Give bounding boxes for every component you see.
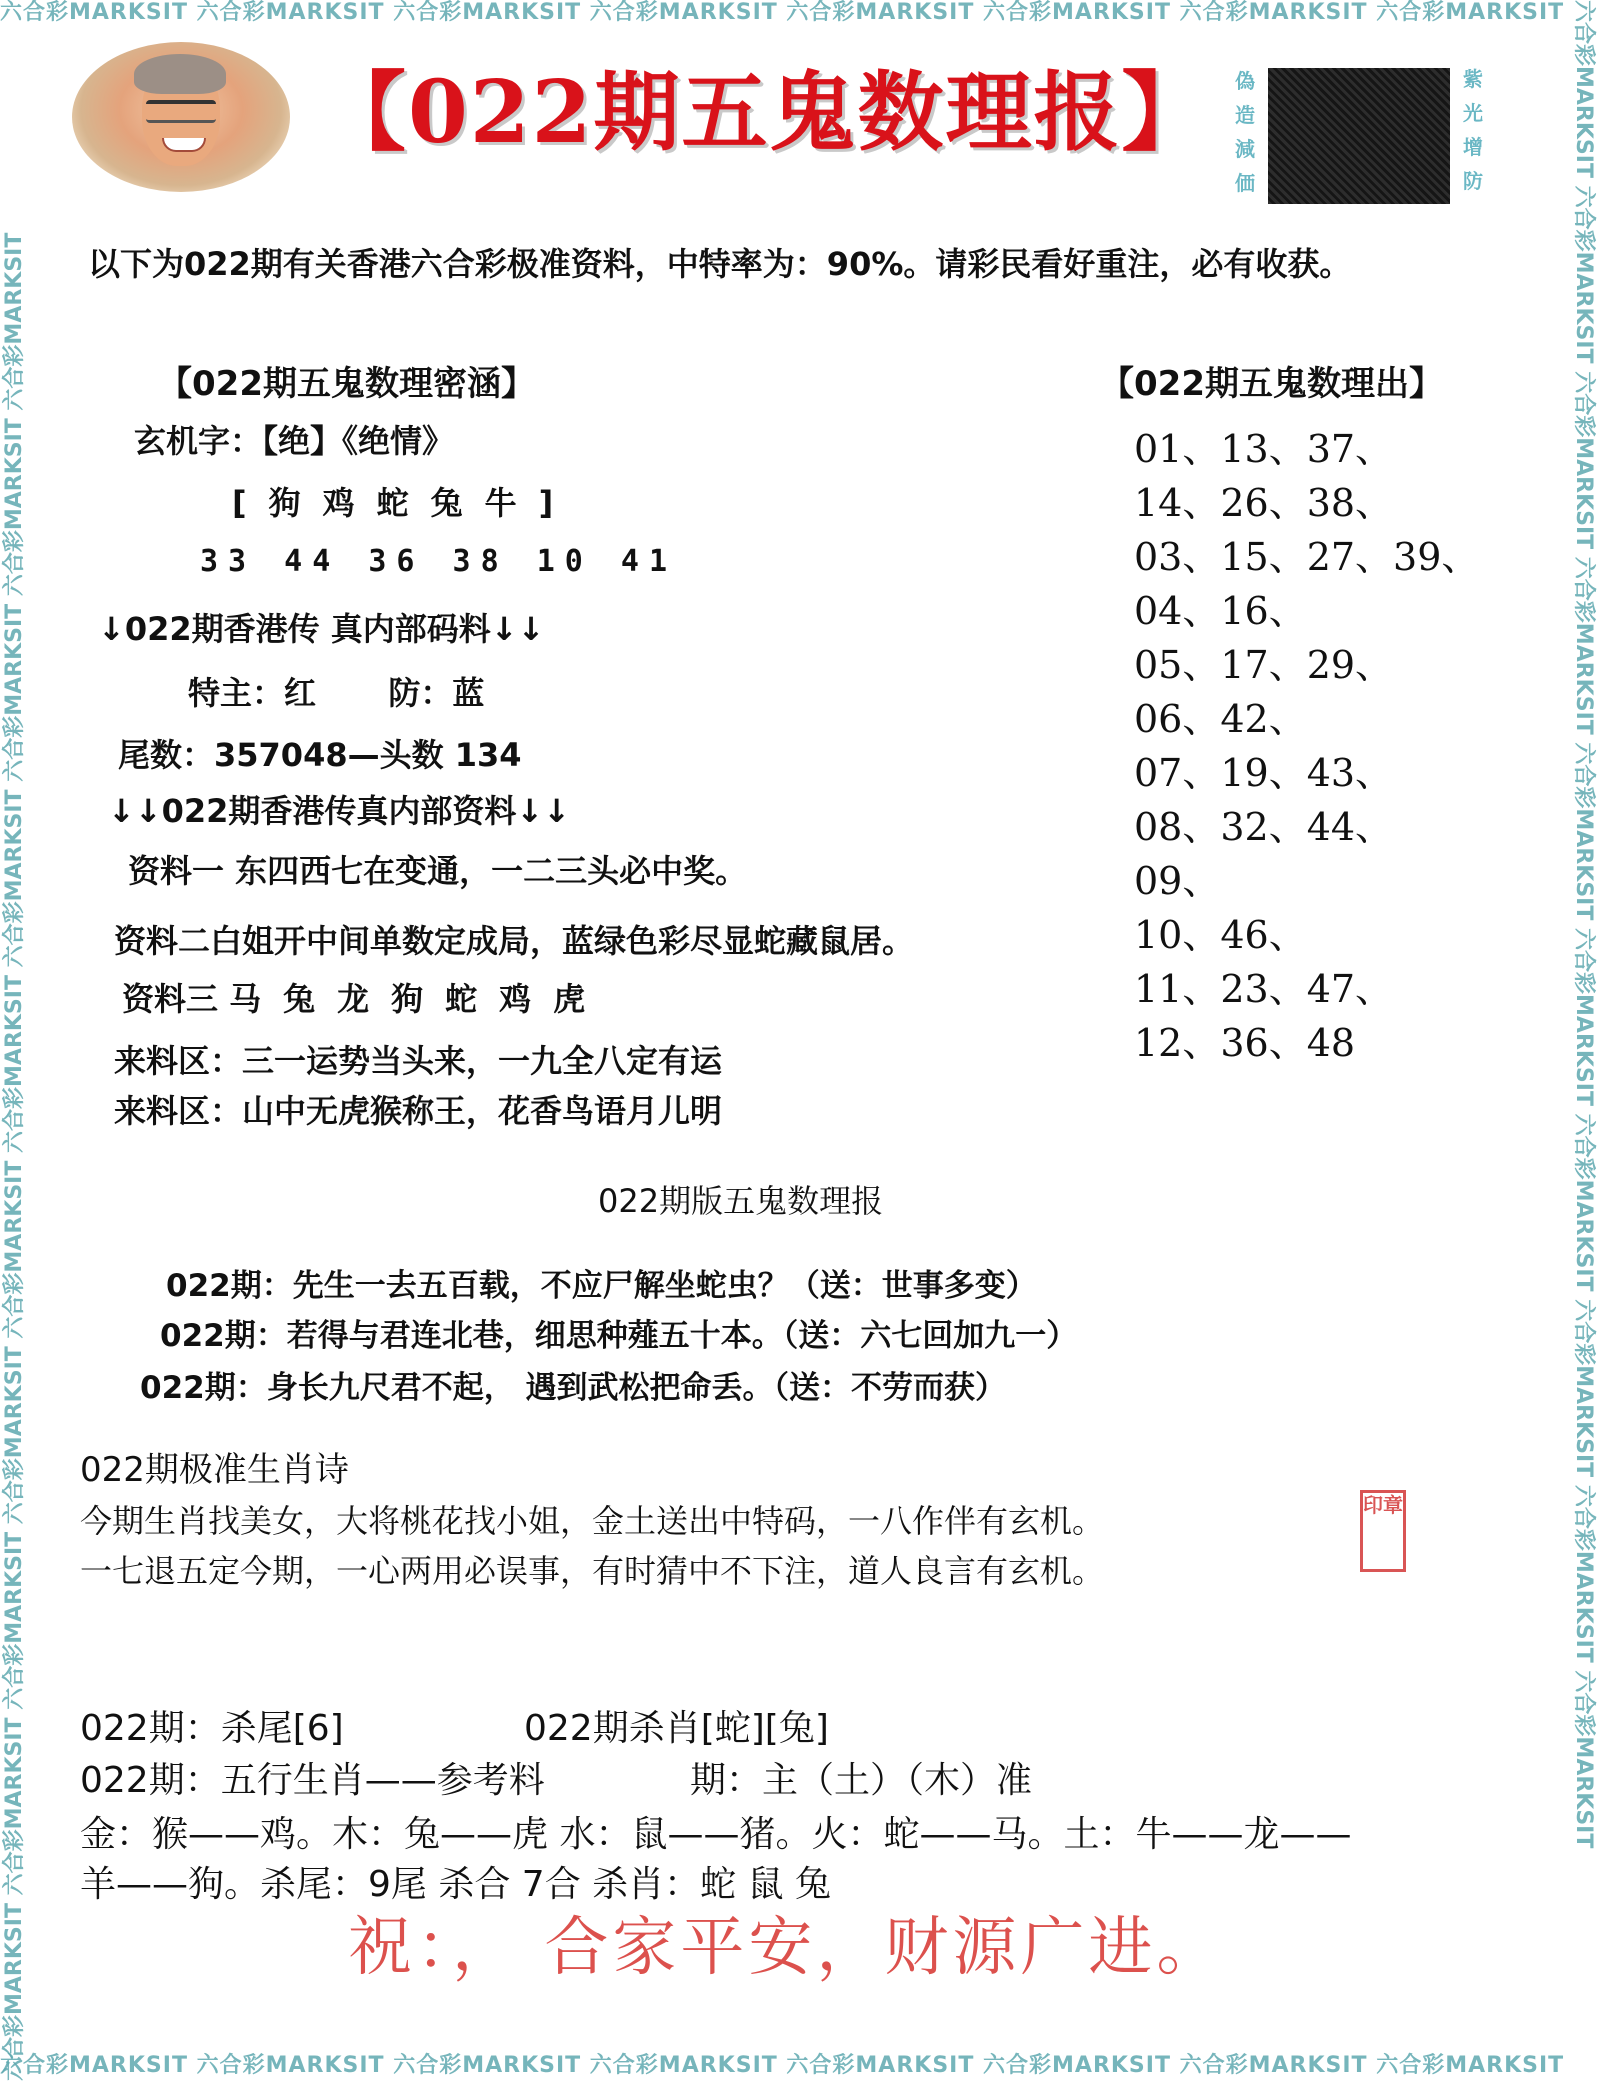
page-title: 【022期五鬼数理报】	[320, 62, 1210, 163]
left-section-heading: 【022期五鬼数理密涵】	[158, 364, 535, 404]
laiyao-2: 来料区：山中无虎猴称王，花香鸟语月儿明	[114, 1092, 723, 1130]
fax-heading-1: ↓022期香港传 真内部码料↓↓	[98, 610, 545, 648]
xuanji-value: 【绝】《绝情》	[262, 422, 455, 460]
watermark-left	[0, 0, 30, 2081]
xuanji-row	[134, 416, 454, 462]
number-row: 12、36、48	[1134, 1021, 1356, 1065]
right-section-heading: 【022期五鬼数理出】	[1100, 364, 1443, 404]
ziliao-3-label: 资料三	[122, 980, 219, 1018]
wuxing-line: 羊——狗。杀尾：9尾 杀合 7合 杀肖：蛇 鼠 兔	[80, 1864, 832, 1905]
zodiac-bracket: [狗鸡蛇兔牛]	[232, 484, 576, 522]
poem-title: 022期极准生肖诗	[80, 1450, 349, 1490]
number-row: 07、19、43、	[1134, 751, 1394, 795]
number-row: 04、16、	[1134, 589, 1307, 633]
kill-zodiac: 022期杀肖[蛇][兔]	[524, 1708, 829, 1749]
poem-line: 今期生肖找美女，大将桃花找小姐，金土送出中特码，一八作伴有玄机。	[80, 1502, 1105, 1540]
portrait-hair	[134, 54, 226, 94]
intro-text: 以下为022期有关香港六合彩极准资料，中特率为：90%。请彩民看好重注，必有收获。	[88, 245, 1352, 283]
watermark-left-text: 六合彩MARKSIT 六合彩MARKSIT 六合彩MARKSIT 六合彩MARKSIT 六合彩MARKSIT 六合彩MARKSIT 六合彩MARKSIT 六合彩MARKSIT 六合彩MARKSIT 六合彩MARKSIT	[2, 232, 27, 2081]
weishu-row: 尾数：357048—头数 134	[118, 736, 522, 774]
tezhu-label: 特主：	[188, 674, 285, 712]
number-row: 05、17、29、	[1134, 643, 1394, 687]
wuxing-label: 022期：五行生肖——参考料	[80, 1760, 545, 1801]
number-row: 06、42、	[1134, 697, 1307, 741]
number-row: 01、13、37、	[1134, 427, 1394, 471]
number-row: 11、23、47、	[1134, 967, 1394, 1011]
fang-label: 防：	[388, 674, 453, 712]
number-row: 03、15、27、39、	[1134, 535, 1480, 579]
watermark-top: 六合彩MARKSIT 六合彩MARKSIT 六合彩MARKSIT 六合彩MARKSIT 六合彩MARKSIT 六合彩MARKSIT 六合彩MARKSIT 六合彩MARKSIT	[0, 0, 1565, 25]
ziliao-3-value: 马兔龙狗蛇鸡虎	[229, 980, 608, 1018]
ziliao-2: 资料二白姐开中间单数定成局，蓝绿色彩尽显蛇藏鼠居。	[114, 922, 915, 960]
version-title: 022期版五鬼数理报	[598, 1182, 884, 1220]
watermark-right	[1568, 0, 1598, 2081]
wuxing-line: 金：猴——鸡。木：兔——虎 水：鼠——猪。火：蛇——马。土：牛——龙——	[80, 1814, 1352, 1855]
number-row: 09、	[1134, 859, 1221, 903]
portrait-image	[72, 42, 290, 192]
tezhu-value: 红	[284, 674, 317, 712]
number-row: 10、46、	[1134, 913, 1307, 957]
blessing-text: 祝：， 合家平安，财源广进。	[348, 1911, 1225, 1985]
ziliao-1: 资料一 东四西七在变通，一二三头必中奖。	[128, 852, 748, 890]
anti-counterfeit-label-left: 偽造減価	[1235, 69, 1255, 195]
xuanji-label: 玄机字：	[134, 422, 263, 460]
poem-line: 一七退五定今期，一心两用必误事，有时猜中不下注，道人良言有玄机。	[80, 1552, 1105, 1590]
kill-tail: 022期：杀尾[6]	[80, 1708, 344, 1749]
anti-counterfeit-label-right: 紫光增防	[1463, 67, 1483, 193]
tezhu-row	[188, 668, 484, 714]
laiyao-1: 来料区：三一运势当头来，一九全八定有运	[114, 1042, 723, 1080]
number-row: 08、32、44、	[1134, 805, 1394, 849]
watermark-bottom: 六合彩MARKSIT 六合彩MARKSIT 六合彩MARKSIT 六合彩MARKSIT 六合彩MARKSIT 六合彩MARKSIT 六合彩MARKSIT 六合彩MARKSIT	[0, 2053, 1565, 2078]
portrait-glasses	[146, 100, 216, 123]
number-list	[1134, 422, 1554, 1070]
riddle-line: 022期：身长九尺君不起， 遇到武松把命丢。（送：不劳而获）	[140, 1370, 1006, 1406]
riddle-line: 022期：先生一去五百载，不应尸解坐蛇虫？（送：世事多变）	[166, 1268, 1037, 1304]
fang-value: 蓝	[452, 674, 485, 712]
red-seal-stamp: 印章	[1360, 1490, 1406, 1572]
anti-counterfeit-seal	[1268, 68, 1450, 204]
fax-heading-2: ↓↓022期香港传真内部资料↓↓	[108, 792, 571, 830]
riddle-line: 022期：若得与君连北巷，细思种薤五十本。（送：六七回加九一）	[160, 1318, 1078, 1354]
number-row: 14、26、38、	[1134, 481, 1394, 525]
watermark-right-text: 六合彩MARKSIT 六合彩MARKSIT 六合彩MARKSIT 六合彩MARKSIT 六合彩MARKSIT 六合彩MARKSIT 六合彩MARKSIT 六合彩MARKSIT 六合彩MARKSIT 六合彩MARKSIT	[1571, 0, 1596, 1849]
ziliao-3-row	[122, 974, 607, 1020]
zodiac-numbers: 33 44 36 38 10 41	[200, 544, 678, 579]
wuxing-main: 期：主（土）（木）准	[690, 1760, 1033, 1801]
